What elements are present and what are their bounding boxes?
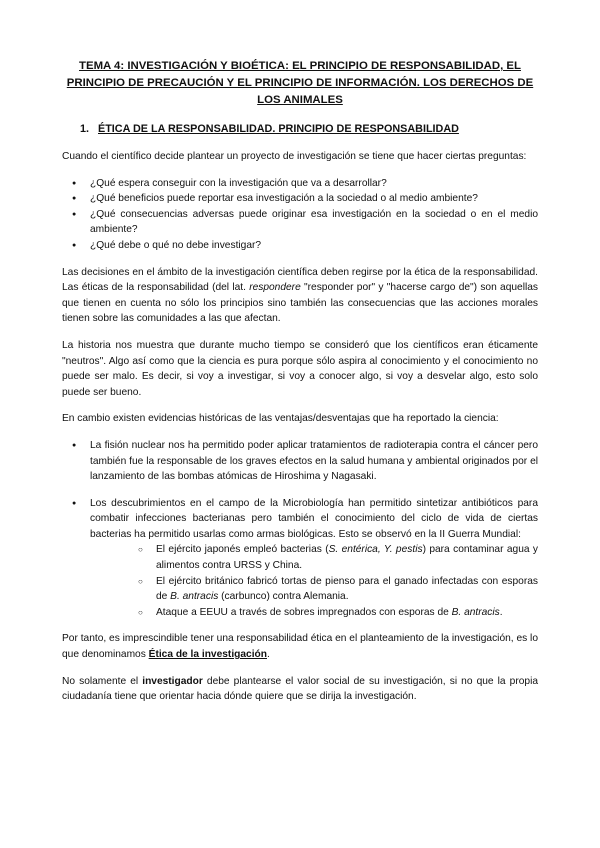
examples-sublist bbox=[90, 542, 538, 620]
latin-term: respondere bbox=[249, 282, 301, 294]
final-paragraph: No solamente el investigador debe plantearse el valor social de su investigación, si no que la propia ciudadanía tiene que orientar hacia dónde quiere que se dirija la investigación. bbox=[62, 675, 539, 703]
section-title: ÉTICA DE LA RESPONSABILIDAD. PRINCIPIO DE RESPONSABILIDAD bbox=[98, 123, 459, 135]
example-item: ○ Ataque a EEUU a través de sobres impregnados con esporas de B. antracis. bbox=[90, 605, 538, 621]
evidence-list bbox=[62, 438, 538, 621]
conclusion-paragraph: Por tanto, es imprescindible tener una responsabilidad ética en el planteamiento de la investigación, es lo que denominamos Ética de la investigación. bbox=[62, 633, 538, 661]
intro-paragraph: Cuando el científico decide plantear un proyecto de investigación se tiene que hacer ciertas preguntas: bbox=[62, 151, 527, 162]
question-item: ● ¿Qué debe o qué no debe investigar? bbox=[62, 238, 538, 254]
emphasis-term: investigador bbox=[142, 675, 203, 687]
evidence-intro-paragraph: En cambio existen evidencias históricas de las ventajas/desventajas que ha reportado la ciencia: bbox=[62, 413, 499, 425]
questions-list bbox=[62, 176, 538, 254]
section-heading-1 bbox=[80, 121, 538, 137]
history-paragraph: La historia nos muestra que durante mucho tiempo se consideró que los científicos eran éticamente "neutros". Algo así como que la ciencia es pura porque sólo aspira al conocimiento y el conocimiento no puede ser malo. Es decir, si voy a investigar, si voy a conocer algo, si voy a desvelar algo, esto solo puede ser bueno. bbox=[62, 339, 538, 398]
question-item: ● ¿Qué beneficios puede reportar esa investigación a la sociedad o al medio ambiente? bbox=[62, 191, 538, 207]
evidence-item-microbiology: ● Los descubrimientos en el campo de la Microbiología han permitido sintetizar antibióticos para combatir infecciones bacterianas pero también el conocimiento del ciclo de vida de ciertas bacterias ha permitido usarlas como armas biológicas. Esto se observó en la II Guerra Mundial: ○ El ejército japonés empleó bacterias (S. entérica, Y. pestis) para contaminar agua y alimentos contra URSS y China. ○ El ejército británico fabricó tortas de pienso para el ganado infectadas con esporas de B. antracis (carbunco) contra Alemania. ○ Ataque a EEUU a través de sobres impregnados con esporas de B. antracis. bbox=[62, 496, 538, 621]
example-item: ○ El ejército británico fabricó tortas de pienso para el ganado infectadas con esporas de B. antracis (carbunco) contra Alemania. bbox=[90, 574, 538, 605]
responsibility-paragraph: Las decisiones en el ámbito de la investigación científica deben regirse por la ética de la responsabilidad. Las éticas de la responsabilidad (del lat. respondere "responder por" y "hacerse cargo de") son aquellas que tienen en cuenta no sólo los principios sino también las consecuencias que las acciones morales tienen sobre las comunidades a las que afectan. bbox=[62, 266, 538, 325]
document-title: TEMA 4: INVESTIGACIÓN Y BIOÉTICA: EL PRINCIPIO DE RESPONSABILIDAD, EL PRINCIPIO DE PRECAUCIÓN Y EL PRINCIPIO DE INFORMACIÓN. LOS DERECHOS DE LOS ANIMALES bbox=[66, 60, 534, 106]
question-item: ● ¿Qué espera conseguir con la investigación que va a desarrollar? bbox=[62, 176, 538, 192]
example-item: ○ El ejército japonés empleó bacterias (S. entérica, Y. pestis) para contaminar agua y alimentos contra URSS y China. bbox=[90, 542, 538, 573]
question-item: ● ¿Qué consecuencias adversas puede originar esa investigación en la sociedad o en el medio ambiente? bbox=[62, 207, 538, 238]
section-number: 1. bbox=[80, 123, 90, 135]
key-term: Ética de la investigación bbox=[148, 649, 267, 661]
evidence-item-nuclear: ● La fisión nuclear nos ha permitido poder aplicar tratamientos de radioterapia contra el cáncer pero también fue la responsable de los graves efectos en la salud humana y ambiental originados por el lanzamiento de las bombas atómicas de Hiroshima y Nagasaki. bbox=[62, 438, 538, 485]
